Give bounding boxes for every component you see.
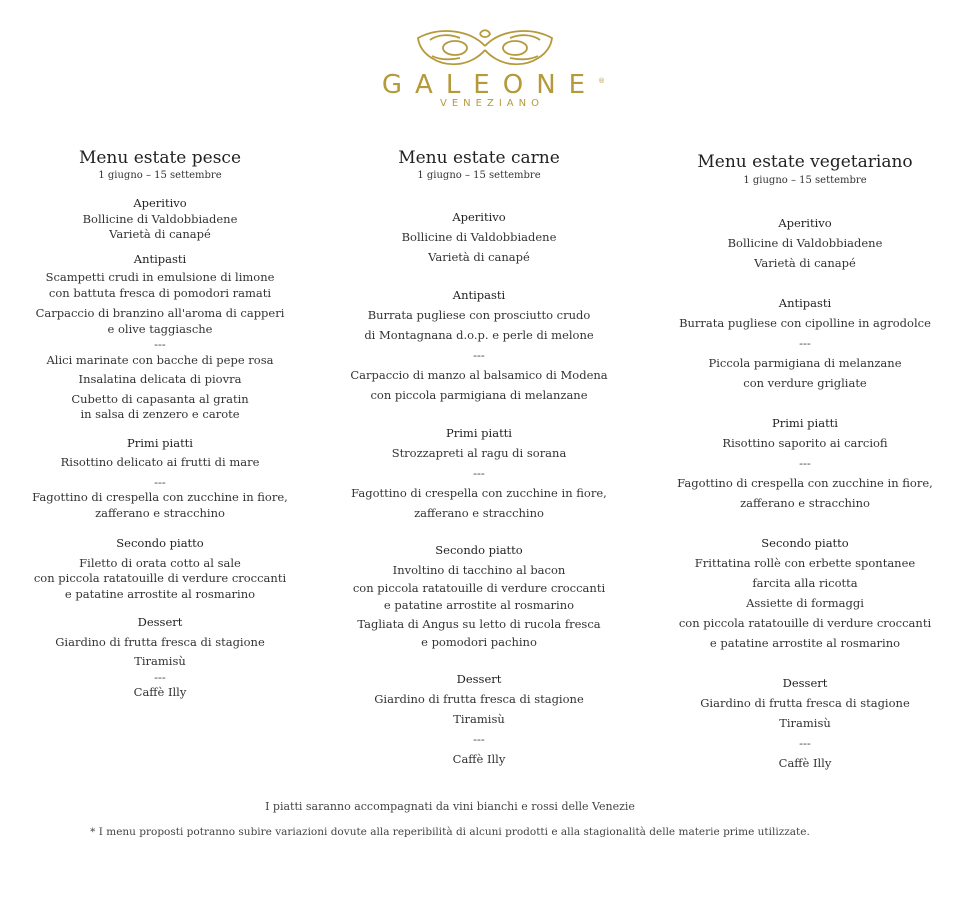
menu-item: e pomodori pachino	[421, 635, 537, 649]
menu-item: con piccola ratatouille di verdure croccanti	[678, 616, 932, 630]
menu-title: Menu estate pesce	[78, 148, 242, 168]
menu-item: Caffè Illy	[133, 685, 187, 699]
menu-item: con piccola parmigiana di melanzane	[370, 388, 588, 402]
menu-item: Burrata pugliese con cipolline in agrodolce	[679, 316, 931, 330]
menu-item: Piccola parmigiana di melanzane	[708, 356, 902, 370]
menu-item: Assiette di formaggi	[746, 596, 864, 610]
menu-item: Tiramisù	[134, 654, 186, 668]
menu-item: Carpaccio di branzino all'aroma di capperi	[35, 306, 285, 320]
separator: ---	[473, 732, 485, 746]
menu-title: Menu estate vegetariano	[697, 152, 913, 172]
section-heading: Secondo piatto	[435, 543, 523, 557]
separator: ---	[799, 456, 811, 470]
disclaimer: * I menu proposti potranno subire variazioni dovute alla reperibilità di alcuni prodotti e alla stagionalità delle materie prime utilizzate.	[90, 826, 810, 838]
menu-column-vegetariano	[640, 151, 970, 773]
menu-item: Varietà di canapé	[428, 250, 530, 264]
menu-item: Giardino di frutta fresca di stagione	[700, 696, 910, 710]
menu-column-pesce	[0, 148, 320, 701]
section-heading: Dessert	[782, 676, 828, 690]
menu-item: Caffè Illy	[452, 752, 506, 766]
menu-item: con battuta fresca di pomodori ramati	[48, 285, 272, 300]
menu-title: Menu estate carne	[398, 148, 560, 168]
menu-item: Tiramisù	[779, 716, 831, 730]
separator: ---	[154, 337, 166, 351]
menu-item: zafferano e stracchino	[95, 505, 225, 520]
menu-item: Giardino di frutta fresca di stagione	[55, 634, 265, 649]
section-heading: Secondo piatto	[116, 536, 204, 550]
menu-item: zafferano e stracchino	[740, 496, 870, 510]
menu-item: Scampetti crudi in emulsione di limone	[45, 270, 275, 284]
section-heading: Dessert	[456, 672, 502, 686]
section-heading: Aperitivo	[452, 210, 506, 224]
menu-item: Bollicine di Valdobbiadene	[727, 236, 883, 250]
section-heading: Dessert	[137, 615, 183, 629]
menu-item: Bollicine di Valdobbiadene	[401, 230, 557, 244]
section-heading: Antipasti	[778, 296, 832, 310]
menu-item: e olive taggiasche	[107, 321, 213, 336]
menu-column-vegetariano-clip	[640, 148, 933, 788]
menu-item: Bollicine di Valdobbiadene	[82, 211, 238, 226]
section-heading: Primi piatti	[127, 435, 193, 450]
wine-note: I piatti saranno accompagnati da vini bianchi e rossi delle Venezie	[265, 800, 635, 813]
menu-item: Carpaccio di manzo al balsamico di Modena	[350, 368, 608, 382]
menu-item: con piccola ratatouille di verdure croccanti	[352, 581, 606, 595]
menu-item: e patatine arrostite al rosmarino	[64, 586, 256, 601]
section-heading: Aperitivo	[778, 216, 832, 230]
brand-subtitle: VENEZIANO	[440, 98, 544, 109]
section-heading: Primi piatti	[446, 426, 512, 440]
menu-item: Tiramisù	[453, 712, 505, 726]
menu-item: con piccola ratatouille di verdure croccanti	[33, 571, 287, 585]
menu-item: Filetto di orata cotto al sale	[79, 555, 241, 570]
brand-name: GALEONE ®	[381, 70, 606, 100]
separator: ---	[473, 348, 485, 362]
menu-date: 1 giugno – 15 settembre	[743, 175, 867, 186]
menu-item: Risottino saporito ai carciofi	[722, 436, 888, 450]
menu-item: Caffè Illy	[778, 756, 832, 770]
menu-item: Cubetto di capasanta al gratin	[71, 391, 249, 406]
menu-item: Varietà di canapé	[754, 256, 856, 270]
section-heading: Antipasti	[452, 288, 506, 302]
menu-item: Strozzapreti al ragu di sorana	[391, 446, 567, 460]
menu-item: in salsa di zenzero e carote	[80, 407, 240, 421]
menu-column-carne	[320, 148, 638, 769]
section-heading: Primi piatti	[772, 416, 838, 430]
menu-item: Fagottino di crespella con zucchine in fiore,	[351, 486, 607, 500]
menu-item: zafferano e stracchino	[414, 506, 544, 520]
menu-item: Tagliata di Angus su letto di rucola fresca	[357, 617, 601, 631]
menu-item: Giardino di frutta fresca di stagione	[374, 692, 584, 706]
section-heading: Aperitivo	[133, 196, 187, 210]
separator: ---	[799, 736, 811, 750]
menu-date: 1 giugno – 15 settembre	[98, 170, 222, 181]
section-heading: Antipasti	[133, 251, 187, 266]
separator: ---	[799, 336, 811, 350]
venetian-mask-icon	[410, 26, 560, 68]
section-heading: Secondo piatto	[761, 536, 849, 550]
menu-item: Frittatina rollè con erbette spontanee	[694, 556, 916, 570]
menu-item: di Montagnana d.o.p. e perle di melone	[364, 328, 594, 342]
menu-item: Burrata pugliese con prosciutto crudo	[367, 308, 591, 322]
menu-item: e patatine arrostite al rosmarino	[709, 636, 901, 650]
menu-item: e patatine arrostite al rosmarino	[383, 598, 575, 612]
logo	[360, 20, 610, 120]
separator: ---	[473, 466, 485, 480]
menu-item: Fagottino di crespella con zucchine in fiore,	[32, 490, 288, 504]
menu-item: Alici marinate con bacche di pepe rosa	[46, 352, 274, 367]
menu-item: Insalatina delicata di piovra	[78, 372, 242, 386]
separator: ---	[154, 669, 166, 684]
menu-item: Involtino di tacchino al bacon	[392, 563, 566, 577]
menu-item: farcita alla ricotta	[752, 576, 858, 590]
menu-item: con verdure grigliate	[743, 376, 867, 390]
menu-item: Varietà di canapé	[109, 227, 211, 241]
menu-item: Fagottino di crespella con zucchine in fiore,	[677, 476, 933, 490]
separator: ---	[154, 474, 166, 489]
menu-item: Risottino delicato ai frutti di mare	[60, 455, 260, 469]
menu-date: 1 giugno – 15 settembre	[417, 170, 541, 181]
